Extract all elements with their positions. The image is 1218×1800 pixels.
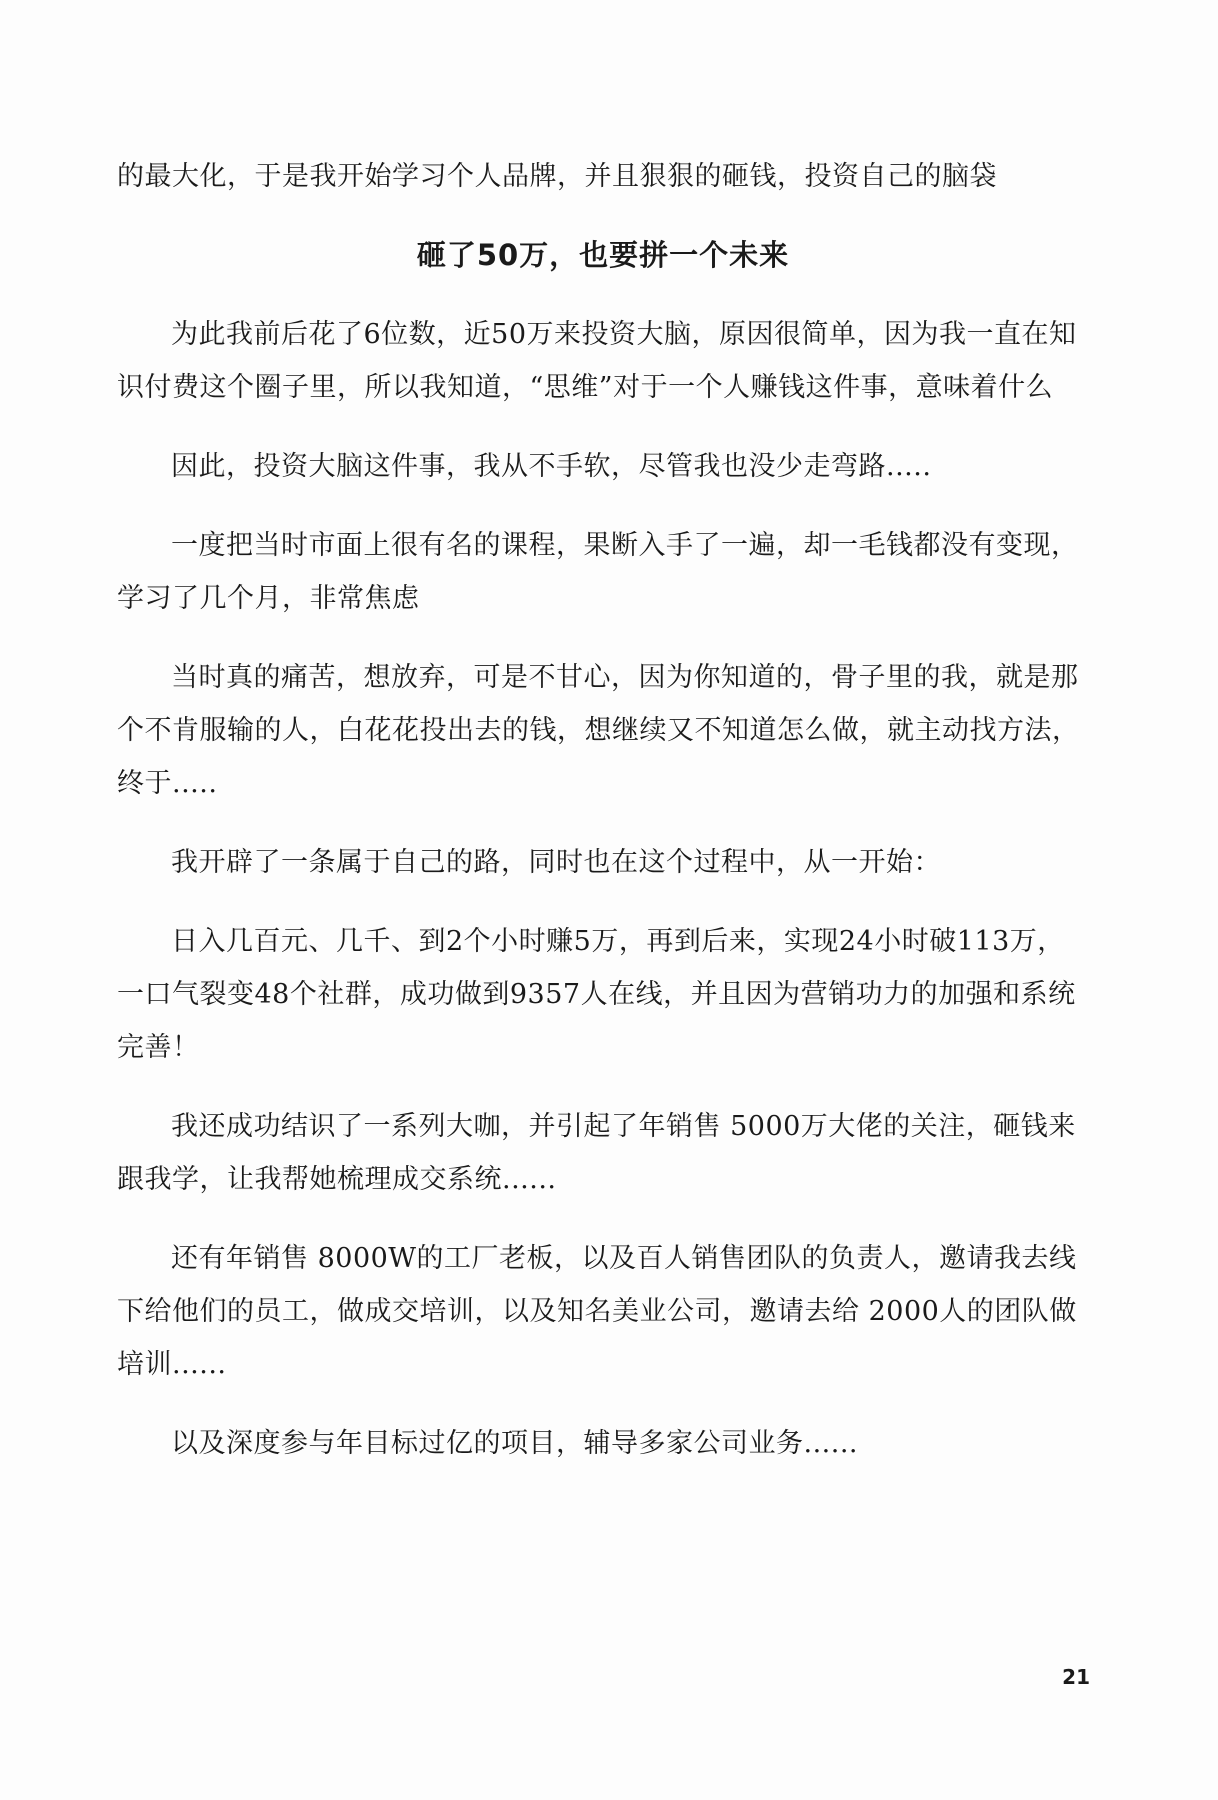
paragraph: 为此我前后花了6位数，近50万来投资大脑，原因很简单，因为我一直在知识付费这个圈子里，所以我知道，“思维”对于一个人赚钱这件事，意味着什么 [117, 319, 1077, 403]
paragraph: 日入几百元、几千、到2个小时赚5万，再到后来，实现24小时破113万，一口气裂变48个社群，成功做到9357人在线，并且因为营销功力的加强和系统完善！ [117, 926, 1076, 1063]
paragraph: 以及深度参与年目标过亿的项目，辅导多家公司业务...... [171, 1428, 858, 1459]
paragraph: 还有年销售 8000W的工厂老板，以及百人销售团队的负责人，邀请我去线下给他们的员工，做成交培训，以及知名美业公司，邀请去给 2000人的团队做培训...... [117, 1243, 1077, 1380]
paragraph-continued: 的最大化，于是我开始学习个人品牌，并且狠狠的砸钱，投资自己的脑袋 [117, 161, 997, 192]
page-content [117, 150, 1089, 1496]
section-heading: 砸了50万，也要拼一个未来 [416, 238, 790, 272]
paragraph: 当时真的痛苦，想放弃，可是不甘心，因为你知道的，骨子里的我，就是那个不肯服输的人，白花花投出去的钱，想继续又不知道怎么做，就主动找方法，终于..... [117, 662, 1080, 799]
paragraph: 我还成功结识了一系列大咖，并引起了年销售 5000万大佬的关注，砸钱来跟我学，让我帮她梳理成交系统...... [117, 1111, 1076, 1195]
page-number: 21 [1062, 1665, 1090, 1689]
paragraph: 一度把当时市面上很有名的课程，果断入手了一遍，却一毛钱都没有变现，学习了几个月，非常焦虑 [117, 530, 1079, 614]
paragraph: 因此，投资大脑这件事，我从不手软，尽管我也没少走弯路..... [171, 451, 932, 482]
paragraph: 我开辟了一条属于自己的路，同时也在这个过程中，从一开始： [171, 847, 941, 878]
